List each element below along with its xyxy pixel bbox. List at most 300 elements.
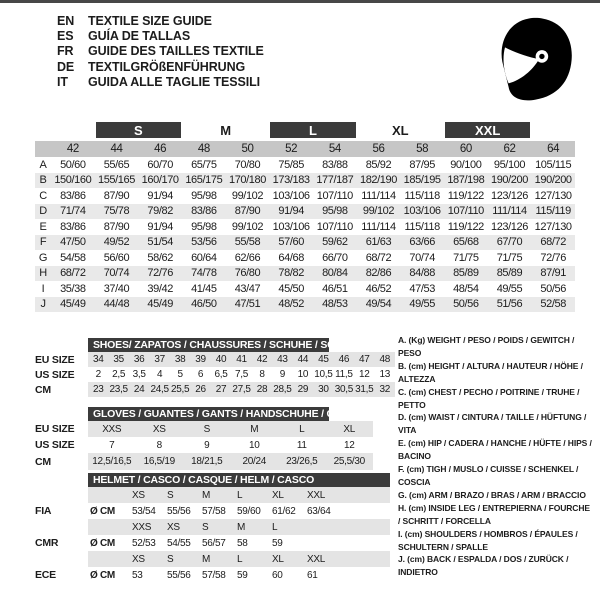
value-cell: 30,5 <box>334 384 353 395</box>
size-band-xxl: XXL <box>445 122 530 138</box>
size-cell: 50/56 <box>540 282 566 295</box>
helmet-value-cell: 56/57 <box>202 537 226 549</box>
value-cell: 28,5 <box>273 384 292 395</box>
value-cell: 27,5 <box>232 384 251 395</box>
size-row-label: C <box>39 189 47 202</box>
size-col-header: 44 <box>95 141 139 157</box>
value-cell: 23,5 <box>109 384 128 395</box>
value-cell: 6,5 <box>214 369 228 380</box>
value-cell: 25,5 <box>170 384 190 395</box>
size-cell: 85/89 <box>444 266 488 282</box>
value-cell: XS <box>136 421 184 437</box>
value-cell: 16,5/19 <box>136 453 184 470</box>
size-cell: 35/38 <box>60 282 86 295</box>
size-cell: 119/122 <box>447 220 484 233</box>
size-col-header: 42 <box>51 141 95 157</box>
value-cell: 47 <box>354 352 374 367</box>
size-row-label: I <box>41 282 45 295</box>
value-cell: 12 <box>359 369 370 380</box>
size-cell: 111/114 <box>361 189 396 202</box>
language-title: TEXTILGRÖßENFÜHRUNG <box>88 59 246 74</box>
size-cell: 49/55 <box>496 282 523 295</box>
size-cell: 99/102 <box>231 220 264 233</box>
value-cell: 12 <box>343 439 355 451</box>
value-cell: 3,5 <box>132 369 146 380</box>
size-cell: 103/106 <box>400 204 444 220</box>
helmet-value-cell: 59 <box>237 569 248 581</box>
value-cell: 18/21,5 <box>183 453 231 470</box>
size-cell: 70/74 <box>409 251 435 264</box>
size-cell: 103/106 <box>272 220 310 233</box>
size-cell: 75/78 <box>95 204 139 220</box>
language-title: GUIDA ALLE TAGLIE TESSILI <box>88 74 261 89</box>
language-row <box>57 14 264 29</box>
size-cell: 111/114 <box>488 204 532 220</box>
table-title: HELMET / CASCO / CASQUE / HELM / CASCO <box>88 473 390 487</box>
size-cell: 95/100 <box>493 158 526 171</box>
size-cell: 54/58 <box>60 251 86 264</box>
size-cell: 177/187 <box>313 173 357 189</box>
helmet-value-cell: 57/58 <box>202 505 226 517</box>
size-cell: 182/190 <box>357 173 401 189</box>
legend-item: E. (cm) HIP / CADERA / HANCHE / HÜFTE / HIPS / BACINO <box>398 438 592 462</box>
size-cell: 56/60 <box>103 251 130 264</box>
size-cell: 190/200 <box>531 173 575 189</box>
size-cell: 79/82 <box>138 204 182 220</box>
size-cell: 71/75 <box>496 251 523 264</box>
size-col-header: 50 <box>226 141 270 157</box>
language-code: IT <box>57 74 68 89</box>
unit-label: Ø CM <box>90 569 115 581</box>
size-cell: 43/47 <box>234 282 261 295</box>
size-cell: 84/88 <box>400 266 444 282</box>
size-cell: 70/74 <box>95 266 139 282</box>
helmet-value-cell: 53 <box>132 569 143 581</box>
size-cell: 49/52 <box>95 235 139 251</box>
helmet-size-header: M <box>200 551 235 567</box>
size-cell: 61/63 <box>357 235 401 251</box>
value-cell: M <box>231 421 279 437</box>
gloves-size-table <box>35 407 373 470</box>
helmet-value-cell <box>305 535 340 551</box>
value-cell: 2,5 <box>112 369 126 380</box>
value-cell: 38 <box>170 352 190 367</box>
size-cell: 53/56 <box>182 235 226 251</box>
spacer-cell <box>88 487 130 503</box>
value-cell: 45 <box>313 352 333 367</box>
size-cell: 46/50 <box>182 297 226 313</box>
size-cell: 190/200 <box>488 173 532 189</box>
value-cell: 40 <box>211 352 231 367</box>
size-cell: 48/52 <box>269 297 313 313</box>
size-cell: 63/66 <box>400 235 444 251</box>
size-cell: 41/45 <box>191 282 217 295</box>
size-cell: 185/195 <box>400 173 444 189</box>
size-row-label: E <box>39 220 47 233</box>
size-cell: 72/76 <box>138 266 182 282</box>
helmet-value-cell: 54/55 <box>167 537 191 549</box>
helmet-size-header: XXL <box>305 551 340 567</box>
language-title: GUÍA DE TALLAS <box>88 29 191 44</box>
helmet-size-header: XS <box>165 519 200 535</box>
legend-item: I. (cm) SHOULDERS / HOMBROS / ÉPAULES / SCHULTERN / SPALLE <box>398 528 578 552</box>
size-row-label: J <box>35 297 51 313</box>
value-cell: 29 <box>293 382 313 397</box>
racing-helmet-icon <box>487 14 577 106</box>
value-cell: XXS <box>88 421 136 437</box>
standard-label: FIA <box>35 505 52 517</box>
language-code: FR <box>57 44 74 59</box>
helmet-size-table <box>35 473 390 583</box>
size-cell: 91/94 <box>147 189 173 202</box>
helmet-size-header: L <box>235 551 270 567</box>
size-cell: 123/126 <box>491 189 528 202</box>
unit-label: Ø CM <box>90 505 115 517</box>
language-row <box>57 44 264 59</box>
size-cell: 48/54 <box>453 282 479 295</box>
legend-item: H. (cm) INSIDE LEG / ENTREPIERNA / FOURCHE / SCHRITT / FORCELLA <box>398 502 590 526</box>
size-cell: 65/68 <box>444 235 488 251</box>
spacer-cell <box>340 487 390 503</box>
value-cell: 10 <box>248 439 260 451</box>
size-band-s: S <box>96 122 181 138</box>
size-cell: 55/58 <box>226 235 270 251</box>
size-cell: 44/48 <box>95 297 139 313</box>
value-cell: 36 <box>129 352 149 367</box>
helmet-value-cell: 55/56 <box>167 505 191 517</box>
size-col-header: 46 <box>138 141 182 157</box>
size-cell: 68/72 <box>531 235 575 251</box>
legend-item: G. (cm) ARM / BRAZO / BRAS / ARM / BRACCIO <box>398 489 586 500</box>
size-cell: 165/175 <box>182 173 226 189</box>
size-col-header: 48 <box>182 141 226 157</box>
value-cell: 13 <box>379 369 391 380</box>
size-cell: 47/50 <box>51 235 95 251</box>
helmet-value-cell: 59 <box>272 537 283 549</box>
size-cell: 52/58 <box>531 297 575 313</box>
helmet-size-header: L <box>235 487 270 503</box>
table-title: SHOES/ ZAPATOS / CHAUSSURES / SCHUHE / SCARPE <box>88 338 329 352</box>
helmet-size-header: M <box>200 487 235 503</box>
value-cell: 8 <box>259 369 265 380</box>
value-cell: 25,5/30 <box>326 453 374 470</box>
size-cell: 47/51 <box>226 297 270 313</box>
size-cell: 83/86 <box>60 189 86 202</box>
size-cell: 62/66 <box>234 251 261 264</box>
helmet-value-cell: 52/53 <box>132 537 156 549</box>
helmet-size-header: S <box>165 487 200 503</box>
value-cell: 11 <box>296 439 307 451</box>
helmet-value-cell: 55/56 <box>167 569 191 581</box>
value-cell: 10,5 <box>314 369 333 380</box>
helmet-value-cell: 53/54 <box>132 505 156 517</box>
legend-item: C. (cm) CHEST / PECHO / POITRINE / TRUHE / PETTO <box>398 386 580 410</box>
value-cell: 34 <box>88 352 108 367</box>
size-cell: 103/106 <box>272 189 310 202</box>
value-cell: 4 <box>156 369 163 380</box>
value-cell: 9 <box>204 439 210 451</box>
size-cell: 76/80 <box>226 266 270 282</box>
size-cell: 173/183 <box>269 173 313 189</box>
helmet-value-cell: 63/64 <box>307 505 331 517</box>
size-cell: 45/49 <box>138 297 182 313</box>
value-cell: 35 <box>108 352 128 367</box>
value-cell: 5 <box>177 369 183 380</box>
value-cell: 39 <box>190 352 210 367</box>
size-col-header: 62 <box>488 141 532 157</box>
value-cell: 46 <box>334 352 354 367</box>
size-cell: 187/198 <box>444 173 488 189</box>
size-cell: 45/49 <box>51 297 95 313</box>
helmet-size-header: L <box>270 519 305 535</box>
row-label: US SIZE <box>35 439 75 451</box>
size-cell: 87/91 <box>531 266 575 282</box>
size-cell: 91/94 <box>269 204 313 220</box>
value-cell: XL <box>326 421 374 437</box>
helmet-size-header: M <box>235 519 270 535</box>
helmet-size-header <box>305 519 340 535</box>
size-cell: 49/54 <box>357 297 401 313</box>
size-col-header: 52 <box>269 141 313 157</box>
value-cell: 10 <box>297 369 309 380</box>
value-cell: 8 <box>156 439 162 451</box>
size-cell: 80/84 <box>313 266 357 282</box>
size-cell: 82/86 <box>357 266 401 282</box>
value-cell: 28 <box>252 382 272 397</box>
size-band-xl: XL <box>392 122 409 138</box>
value-cell: 6 <box>197 369 204 380</box>
value-cell: 7 <box>109 439 115 451</box>
value-cell: 20/24 <box>231 453 279 470</box>
value-cell: 43 <box>272 352 292 367</box>
size-col-header: 64 <box>531 141 575 157</box>
helmet-size-header: XS <box>130 487 165 503</box>
value-cell: 7,5 <box>234 369 248 380</box>
helmet-value-cell: 59/60 <box>237 505 261 517</box>
legend-item: A. (Kg) WEIGHT / PESO / POIDS / GEWITCH / PESO <box>398 335 575 358</box>
helmet-size-header: XS <box>130 551 165 567</box>
size-cell: 67/70 <box>488 235 532 251</box>
size-cell: 87/95 <box>409 158 435 171</box>
size-cell: 39/42 <box>147 282 173 295</box>
value-cell: 23 <box>88 382 108 397</box>
value-cell: 44 <box>293 352 313 367</box>
value-cell: S <box>183 421 231 437</box>
value-cell: L <box>278 421 326 437</box>
size-cell: 87/90 <box>103 189 130 202</box>
row-label: EU SIZE <box>35 353 75 366</box>
size-cell: 55/65 <box>103 158 130 171</box>
value-cell: 9 <box>279 369 286 380</box>
value-cell: 32 <box>375 382 395 397</box>
size-cell: 70/80 <box>234 158 261 171</box>
size-cell: 107/110 <box>316 220 353 233</box>
size-cell: 105/115 <box>535 158 572 171</box>
size-row-label: B <box>35 173 51 189</box>
size-cell: 119/122 <box>447 189 484 202</box>
size-cell: 64/68 <box>278 251 304 264</box>
size-cell: 66/70 <box>322 251 348 264</box>
size-col-header-spacer <box>35 141 51 157</box>
language-row <box>57 29 264 44</box>
size-cell: 37/40 <box>103 282 130 295</box>
size-row-label: A <box>39 158 47 171</box>
size-cell: 72/76 <box>540 251 566 264</box>
size-row-label: G <box>38 251 48 264</box>
language-row <box>57 60 264 75</box>
language-title: GUIDE DES TAILLES TEXTILE <box>88 44 264 59</box>
size-cell: 71/75 <box>453 251 479 264</box>
spacer-cell <box>340 519 390 535</box>
size-cell: 71/74 <box>51 204 95 220</box>
size-cell: 115/118 <box>404 189 440 202</box>
value-cell: 37 <box>149 352 169 367</box>
size-cell: 85/89 <box>488 266 532 282</box>
row-label: EU SIZE <box>35 423 75 435</box>
size-cell: 65/75 <box>191 158 217 171</box>
value-cell: 48 <box>375 352 395 367</box>
size-cell: 95/98 <box>313 204 357 220</box>
size-cell: 49/55 <box>400 297 444 313</box>
top-border-line <box>0 0 600 3</box>
size-cell: 111/114 <box>361 220 396 233</box>
legend-item: B. (cm) HEIGHT / ALTURA / HAUTEUR / HÖHE / ALTEZZA <box>398 360 583 384</box>
size-cell: 155/165 <box>95 173 139 189</box>
helmet-value-cell: 60 <box>272 569 283 581</box>
legend-item: D. (cm) WAIST / CINTURA / TAILLE / HÜFTUNG / VITA <box>398 412 587 436</box>
helmet-size-header: XL <box>270 551 305 567</box>
standard-label: ECE <box>35 569 56 581</box>
value-cell: 2 <box>95 369 101 380</box>
size-col-header: 54 <box>313 141 357 157</box>
size-cell: 170/180 <box>226 173 270 189</box>
helmet-size-header: XL <box>270 487 305 503</box>
size-cell: 45/50 <box>278 282 304 295</box>
size-cell: 78/82 <box>269 266 313 282</box>
language-code: EN <box>57 14 75 28</box>
size-cell: 48/53 <box>313 297 357 313</box>
value-cell: 41 <box>231 352 251 367</box>
size-cell: 46/52 <box>365 282 392 295</box>
size-cell: 123/126 <box>491 220 528 233</box>
size-cell: 58/62 <box>147 251 173 264</box>
size-band-l: L <box>270 122 355 138</box>
value-cell: 26 <box>190 382 210 397</box>
size-cell: 107/110 <box>316 189 353 202</box>
size-cell: 50/60 <box>60 158 86 171</box>
value-cell: 31,5 <box>355 384 374 395</box>
size-cell: 50/56 <box>444 297 488 313</box>
size-cell: 83/88 <box>322 158 348 171</box>
size-cell: 51/54 <box>138 235 182 251</box>
language-title: TEXTILE SIZE GUIDE <box>88 14 212 28</box>
row-label: CM <box>35 455 51 468</box>
size-cell: 90/100 <box>450 158 482 171</box>
size-cell: 68/72 <box>51 266 95 282</box>
size-cell: 83/86 <box>182 204 226 220</box>
size-cell: 57/60 <box>269 235 313 251</box>
spacer-cell <box>88 519 130 535</box>
value-cell: 11,5 <box>335 369 353 380</box>
spacer-cell <box>340 551 390 567</box>
legend-item: J. (cm) BACK / ESPALDA / DOS / ZURÜCK / INDIETRO <box>398 554 569 578</box>
size-cell: 85/92 <box>365 158 392 171</box>
value-cell: 27 <box>211 382 231 397</box>
value-cell: 24,5 <box>150 384 169 395</box>
size-band-m: M <box>220 122 232 138</box>
size-cell: 51/56 <box>488 297 532 313</box>
size-cell: 87/90 <box>226 204 270 220</box>
unit-label: Ø CM <box>90 537 115 549</box>
value-cell: 12,5/16,5 <box>88 453 136 470</box>
helmet-value-cell: 58 <box>237 537 248 549</box>
size-cell: 75/85 <box>278 158 304 171</box>
row-label: US SIZE <box>35 368 75 381</box>
standard-label: CMR <box>35 537 59 549</box>
size-cell: 59/62 <box>313 235 357 251</box>
helmet-size-header: XXL <box>305 487 340 503</box>
helmet-value-cell: 61 <box>307 569 318 581</box>
measurement-legend <box>398 334 594 579</box>
table-title: GLOVES / GUANTES / GANTS / HANDSCHUHE / GUANTI <box>88 407 329 421</box>
helmet-size-header: S <box>200 519 235 535</box>
size-cell: 46/51 <box>322 282 348 295</box>
size-cell: 115/119 <box>531 204 575 220</box>
size-cell: 95/98 <box>191 220 217 233</box>
size-row-label: D <box>35 204 51 220</box>
value-cell: 30 <box>313 382 333 397</box>
size-cell: 99/102 <box>357 204 401 220</box>
helmet-size-header: XXS <box>130 519 165 535</box>
size-cell: 87/90 <box>103 220 130 233</box>
value-cell: 24 <box>129 382 149 397</box>
helmet-value-cell: 57/58 <box>202 569 226 581</box>
size-cell: 68/72 <box>365 251 392 264</box>
language-row <box>57 75 264 90</box>
size-col-header: 58 <box>400 141 444 157</box>
size-col-header: 60 <box>444 141 488 157</box>
value-cell: 23/26,5 <box>278 453 326 470</box>
size-cell: 107/110 <box>444 204 488 220</box>
legend-item: F. (cm) TIGH / MUSLO / CUISSE / SCHENKEL / COSCIA <box>398 464 579 487</box>
size-cell: 83/86 <box>60 220 86 233</box>
size-cell: 91/94 <box>147 220 173 233</box>
row-label: CM <box>35 383 51 396</box>
size-cell: 115/118 <box>404 220 440 233</box>
size-cell: 60/64 <box>191 251 217 264</box>
value-cell: 42 <box>252 352 272 367</box>
size-cell: 150/160 <box>51 173 95 189</box>
size-cell: 95/98 <box>191 189 217 202</box>
spacer-cell <box>88 551 130 567</box>
garment-size-table <box>35 121 575 312</box>
size-cell: 60/70 <box>147 158 173 171</box>
size-row-label: F <box>35 235 51 251</box>
size-cell: 127/130 <box>534 220 572 233</box>
language-code: DE <box>57 59 75 74</box>
helmet-size-header: S <box>165 551 200 567</box>
helmet-value-cell: 61/62 <box>272 505 296 517</box>
size-cell: 160/170 <box>138 173 182 189</box>
size-row-label: H <box>35 266 51 282</box>
size-cell: 127/130 <box>534 189 572 202</box>
shoes-size-table <box>35 338 395 397</box>
language-header <box>57 14 264 90</box>
size-cell: 47/53 <box>409 282 435 295</box>
language-code: ES <box>57 29 74 44</box>
size-cell: 74/78 <box>182 266 226 282</box>
size-cell: 99/102 <box>231 189 264 202</box>
